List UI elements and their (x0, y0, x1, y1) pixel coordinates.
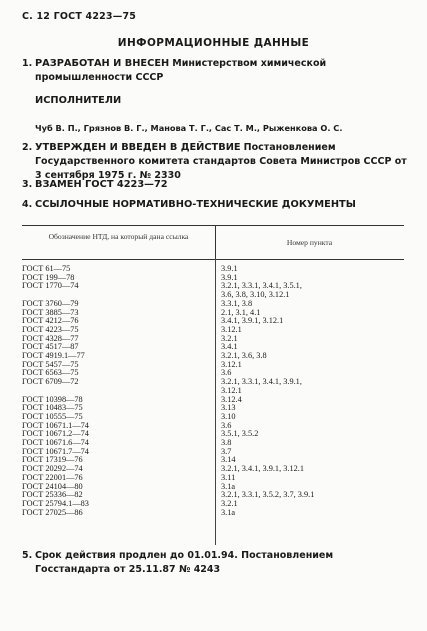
page-title: ИНФОРМАЦИОННЫЕ ДАННЫЕ (117, 37, 310, 49)
executors-block (22, 94, 407, 108)
item-line: 3.5.1, 3.5.2 (221, 429, 259, 439)
column-header-document: Обозначение НТД, на который дана ссылка (48, 232, 189, 241)
section-2-text: Постановлением Государственного комитета стандартов Совета Министров СССР от 3 сентября 1975 г. № 2330 (35, 142, 407, 181)
document-cell: ГОСТ 4328—77 (22, 333, 79, 343)
section-5 (22, 549, 407, 577)
table-row (22, 361, 404, 370)
item-cell (221, 396, 404, 405)
item-line: 3.4.1, 3.9.1, 3.12.1 (221, 316, 284, 326)
item-line: 2.1, 3.1, 4.1 (221, 307, 261, 317)
item-cell (221, 500, 404, 509)
item-line: 3.2.1, 3.3.1, 3.4.1, 3.9.1, (221, 377, 302, 387)
table-row (22, 265, 404, 274)
table-row (22, 274, 404, 283)
section-5-number: 5. (22, 550, 33, 561)
item-line: 3.12.1 (221, 385, 242, 395)
table-row (22, 300, 404, 309)
item-cell (221, 335, 404, 344)
item-line: 3.14 (221, 455, 236, 465)
item-line: 3.11 (221, 472, 236, 482)
table-row (22, 352, 404, 361)
item-cell (221, 404, 404, 413)
document-cell: ГОСТ 3885—73 (22, 307, 79, 317)
executors-heading: ИСПОЛНИТЕЛИ (35, 95, 122, 106)
table-row (22, 317, 404, 326)
reference-table-header (22, 225, 404, 260)
item-cell (221, 509, 404, 518)
item-line: 3.4.1 (221, 342, 238, 352)
document-cell: ГОСТ 10555—75 (22, 411, 83, 421)
item-cell (221, 326, 404, 335)
item-line: 3.9.1 (221, 264, 238, 273)
document-cell: ГОСТ 24104—80 (22, 481, 83, 491)
document-cell: ГОСТ 10398—78 (22, 394, 83, 404)
item-line: 3.8 (221, 438, 232, 448)
section-1-number: 1. (22, 58, 33, 69)
item-line: 3.12.1 (221, 359, 242, 369)
item-cell (221, 491, 404, 500)
item-cell (221, 465, 404, 474)
item-line: 3.2.1 (221, 498, 238, 508)
document-cell: ГОСТ 25794.1—83 (22, 498, 89, 508)
item-cell (221, 378, 404, 395)
page-header: С. 12 ГОСТ 4223—75 (22, 11, 137, 22)
executors-list: Чуб В. П., Грязнов В. Г., Манова Т. Г., Сас Т. М., Рыженкова О. С. (35, 123, 343, 133)
document-cell: ГОСТ 61—75 (22, 264, 71, 273)
item-line: 3.2.1, 3.3.1, 3.4.1, 3.5.1, (221, 281, 302, 291)
item-line: 3.6, 3.8, 3.10, 3.12.1 (221, 290, 290, 300)
document-cell: ГОСТ 20292—74 (22, 464, 83, 474)
document-cell: ГОСТ 10671.2—74 (22, 429, 89, 439)
document-cell: ГОСТ 4223—75 (22, 324, 79, 334)
document-cell: ГОСТ 10671.7—74 (22, 446, 89, 456)
section-3-text: ВЗАМЕН ГОСТ 4223—72 (35, 179, 168, 190)
section-1-text: Министерством химической промышленности СССР (35, 58, 327, 83)
section-1 (22, 57, 407, 85)
section-4-text: ССЫЛОЧНЫЕ НОРМАТИВНО-ТЕХНИЧЕСКИЕ ДОКУМЕНТЫ (35, 199, 356, 210)
section-3 (22, 178, 407, 192)
item-cell (221, 282, 404, 299)
section-5-text: Срок действия продлен до 01.01.94. Постановлением Госстандарта от 25.11.87 № 4243 (35, 550, 334, 575)
item-cell (221, 361, 404, 370)
item-cell (221, 448, 404, 457)
document-cell: ГОСТ 22001—76 (22, 472, 83, 482)
document-cell: ГОСТ 6709—72 (22, 377, 79, 387)
item-line: 3.13 (221, 403, 236, 413)
document-cell: ГОСТ 25336—82 (22, 490, 83, 500)
document-cell: ГОСТ 6563—75 (22, 368, 79, 378)
section-2 (22, 141, 407, 183)
item-line: 3.6 (221, 368, 232, 378)
document-cell: ГОСТ 10671.1—74 (22, 420, 89, 430)
item-line: 3.2.1, 3.4.1, 3.9.1, 3.12.1 (221, 464, 304, 474)
item-line: 3.9.1 (221, 272, 238, 282)
item-line: 3.12.4 (221, 394, 242, 404)
item-line: 3.1а (221, 481, 236, 491)
document-cell: ГОСТ 1770—74 (22, 281, 79, 291)
document-cell: ГОСТ 4919.1—77 (22, 351, 85, 361)
document-cell: ГОСТ 27025—86 (22, 507, 83, 517)
table-row (22, 335, 404, 344)
document-cell: ГОСТ 10671.6—74 (22, 438, 89, 448)
table-row (22, 326, 404, 335)
item-cell (221, 352, 404, 361)
item-cell (221, 439, 404, 448)
section-4-number: 4. (22, 199, 33, 210)
document-cell: ГОСТ 4212—76 (22, 316, 79, 326)
item-line: 3.2.1, 3.6, 3.8 (221, 351, 267, 361)
item-line: 3.7 (221, 446, 232, 456)
item-cell (221, 413, 404, 422)
item-line: 3.10 (221, 411, 236, 421)
document-cell: ГОСТ 199—78 (22, 272, 75, 282)
item-line: 3.2.1 (221, 333, 238, 343)
table-row (22, 282, 404, 299)
item-line: 3.3.1, 3.8 (221, 298, 253, 308)
document-cell: ГОСТ 4517—87 (22, 342, 79, 352)
item-cell (221, 265, 404, 274)
table-row (22, 509, 404, 518)
section-3-number: 3. (22, 179, 33, 190)
item-cell (221, 474, 404, 483)
section-1-lead: РАЗРАБОТАН И ВНЕСЕН (35, 58, 170, 69)
table-row (22, 309, 404, 318)
document-cell: ГОСТ 5457—75 (22, 359, 79, 369)
section-2-lead: УТВЕРЖДЕН И ВВЕДЕН В ДЕЙСТВИЕ (35, 142, 241, 153)
document-cell: ГОСТ 10483—75 (22, 403, 83, 413)
item-line: 3.1а (221, 507, 236, 517)
item-cell (221, 317, 404, 326)
reference-table-body (22, 265, 404, 517)
item-line: 3.2.1, 3.3.1, 3.5.2, 3.7, 3.9.1 (221, 490, 315, 500)
table-row (22, 378, 404, 395)
table-row (22, 369, 404, 378)
item-cell (221, 430, 404, 439)
item-line: 3.6 (221, 420, 232, 430)
document-cell: ГОСТ 3760—79 (22, 298, 79, 308)
section-2-number: 2. (22, 142, 33, 153)
section-4 (22, 198, 407, 212)
item-line: 3.12.1 (221, 324, 242, 334)
document-cell: ГОСТ 17319—76 (22, 455, 83, 465)
column-header-item: Номер пункта (286, 238, 333, 247)
